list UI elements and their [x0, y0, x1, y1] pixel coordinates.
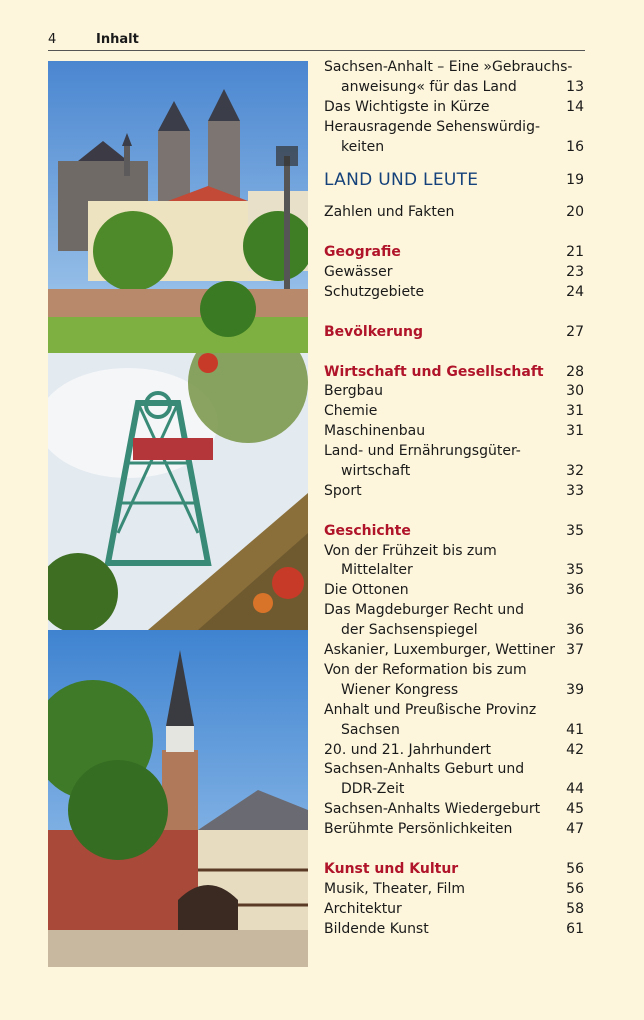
toc-entry: Berühmte Persönlichkeiten 47 — [324, 821, 584, 838]
toc-entry: Chemie 31 — [324, 403, 584, 420]
toc-entry: Sport 33 — [324, 482, 584, 499]
table-of-contents — [324, 58, 584, 939]
page-number: 4 — [48, 32, 57, 47]
section-heading-kunst: Kunst und Kultur 56 — [324, 860, 584, 877]
toc-entry: Maschinenbau 31 — [324, 423, 584, 440]
toc-entry: Gewässer 23 — [324, 264, 584, 281]
toc-entry: Sachsen-Anhalts Geburt und — [324, 761, 525, 778]
toc-entry: Zahlen und Fakten 20 — [324, 204, 584, 221]
photo-column — [48, 61, 308, 967]
toc-entry: Anhalt und Preußische Provinz — [324, 701, 537, 718]
toc-entry: Von der Reformation bis zum — [324, 661, 527, 678]
toc-entry: Herausragende Sehenswürdig- — [324, 118, 541, 135]
toc-entry: DDR-Zeit 44 — [341, 781, 584, 798]
toc-entry: Das Magdeburger Recht und — [324, 602, 524, 619]
old-town-tower-photo — [48, 630, 308, 967]
page-header — [48, 32, 585, 51]
toc-entry: Musik, Theater, Film 56 — [324, 880, 584, 897]
section-title: Inhalt — [96, 32, 139, 47]
toc-entry: Die Ottonen 36 — [324, 582, 584, 599]
toc-entry: 20. und 21. Jahrhundert 42 — [324, 741, 584, 758]
toc-entry: keiten 16 — [341, 138, 584, 155]
magdeburg-cathedral-photo — [48, 61, 308, 353]
section-heading-bevoelkerung: Bevölkerung 27 — [324, 323, 584, 340]
section-heading-wirtschaft: Wirtschaft und Gesellschaft 28 — [324, 363, 584, 380]
toc-entry: der Sachsenspiegel 36 — [341, 622, 584, 639]
toc-entry: Sachsen-Anhalts Wiedergeburt 45 — [324, 801, 584, 818]
chapter-heading: LAND UND LEUTE 19 — [324, 170, 584, 191]
toc-entry: Das Wichtigste in Kürze 14 — [324, 98, 584, 115]
toc-entry: Mittelalter 35 — [341, 562, 584, 579]
toc-entry: Wiener Kongress 39 — [341, 681, 584, 698]
section-heading-geografie: Geografie 21 — [324, 244, 584, 261]
section-heading-geschichte: Geschichte 35 — [324, 522, 584, 539]
toc-entry: wirtschaft 32 — [341, 463, 584, 480]
toc-entry: Architektur 58 — [324, 900, 584, 917]
toc-entry: Bergbau 30 — [324, 383, 584, 400]
toc-entry: anweisung« für das Land 13 — [341, 78, 584, 95]
toc-entry: Sachsen-Anhalt – Eine »Gebrauchs- — [324, 59, 573, 75]
mine-headframe-photo — [48, 353, 308, 630]
toc-entry: Bildende Kunst 61 — [324, 920, 584, 937]
toc-entry: Von der Frühzeit bis zum — [324, 542, 497, 559]
toc-entry: Land- und Ernährungsgüter- — [324, 443, 521, 460]
toc-entry: Schutzgebiete 24 — [324, 284, 584, 301]
toc-entry: Sachsen 41 — [341, 721, 584, 738]
toc-entry: Askanier, Luxemburger, Wettiner 37 — [324, 642, 584, 659]
